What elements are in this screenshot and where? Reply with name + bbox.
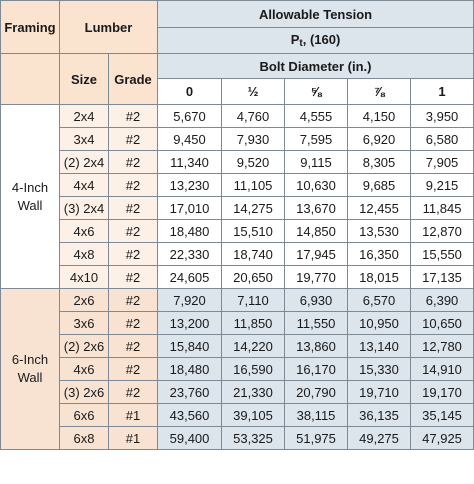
size-cell: (2) 2x6 (60, 335, 109, 358)
grade-cell: #2 (109, 289, 158, 312)
table-body (1, 105, 474, 450)
tension-value-cell: 4,760 (222, 105, 285, 128)
tension-value-cell: 38,115 (285, 404, 348, 427)
table-row (1, 427, 474, 450)
size-cell: (3) 2x6 (60, 381, 109, 404)
tension-value-cell: 4,555 (285, 105, 348, 128)
tension-value-cell: 23,760 (158, 381, 222, 404)
pt-header (158, 28, 474, 54)
size-cell: 4x10 (60, 266, 109, 289)
tension-value-cell: 19,770 (285, 266, 348, 289)
grade-cell: #2 (109, 381, 158, 404)
tension-value-cell: 9,685 (348, 174, 411, 197)
grade-cell: #2 (109, 312, 158, 335)
tension-value-cell: 17,945 (285, 243, 348, 266)
tension-value-cell: 12,455 (348, 197, 411, 220)
tension-value-cell: 11,550 (285, 312, 348, 335)
tension-value-cell: 49,275 (348, 427, 411, 450)
table-row (1, 105, 474, 128)
table-row (1, 335, 474, 358)
tension-value-cell: 43,560 (158, 404, 222, 427)
tension-value-cell: 51,975 (285, 427, 348, 450)
size-header: Size (60, 54, 109, 105)
table-row (1, 128, 474, 151)
table-row (1, 289, 474, 312)
tension-value-cell: 14,850 (285, 220, 348, 243)
lumber-header: Lumber (60, 1, 158, 54)
size-cell: 2x6 (60, 289, 109, 312)
grade-cell: #2 (109, 335, 158, 358)
tension-value-cell: 13,530 (348, 220, 411, 243)
grade-cell: #2 (109, 128, 158, 151)
tension-value-cell: 47,925 (411, 427, 474, 450)
tension-value-cell: 18,480 (158, 220, 222, 243)
framing-cell (1, 105, 60, 289)
tension-value-cell: 39,105 (222, 404, 285, 427)
tension-value-cell: 9,520 (222, 151, 285, 174)
diameter-header: 1 (411, 79, 474, 105)
tension-value-cell: 12,870 (411, 220, 474, 243)
size-cell: 3x4 (60, 128, 109, 151)
diameter-header: 0 (158, 79, 222, 105)
grade-cell: #2 (109, 105, 158, 128)
tension-value-cell: 9,215 (411, 174, 474, 197)
pt-subscript: t (299, 38, 303, 49)
table-row (1, 174, 474, 197)
table-row (1, 266, 474, 289)
tension-value-cell: 7,930 (222, 128, 285, 151)
grade-cell: #2 (109, 243, 158, 266)
framing-label-line1: 4-Inch (11, 179, 49, 195)
tension-value-cell: 6,930 (285, 289, 348, 312)
tension-value-cell: 13,230 (158, 174, 222, 197)
tension-value-cell: 10,650 (411, 312, 474, 335)
diameter-header: ½ (222, 79, 285, 105)
tension-value-cell: 16,350 (348, 243, 411, 266)
tension-value-cell: 18,015 (348, 266, 411, 289)
framing-cell (1, 289, 60, 450)
size-cell: 2x4 (60, 105, 109, 128)
size-cell: 6x8 (60, 427, 109, 450)
grade-header: Grade (109, 54, 158, 105)
tension-value-cell: 12,780 (411, 335, 474, 358)
table-row (1, 220, 474, 243)
tension-value-cell: 9,115 (285, 151, 348, 174)
tension-value-cell: 5,670 (158, 105, 222, 128)
diameter-header: ⅝ (285, 79, 348, 105)
tension-value-cell: 13,670 (285, 197, 348, 220)
tension-value-cell: 11,105 (222, 174, 285, 197)
tension-value-cell: 6,390 (411, 289, 474, 312)
size-cell: (3) 2x4 (60, 197, 109, 220)
table-row (1, 381, 474, 404)
tension-value-cell: 10,950 (348, 312, 411, 335)
tension-value-cell: 11,850 (222, 312, 285, 335)
tension-value-cell: 3,950 (411, 105, 474, 128)
tension-value-cell: 16,590 (222, 358, 285, 381)
pt-duration: , (160) (302, 32, 341, 47)
tension-value-cell: 10,630 (285, 174, 348, 197)
grade-cell: #2 (109, 266, 158, 289)
table-row (1, 197, 474, 220)
tension-value-cell: 13,860 (285, 335, 348, 358)
tension-value-cell: 19,710 (348, 381, 411, 404)
tension-value-cell: 8,305 (348, 151, 411, 174)
tension-value-cell: 15,510 (222, 220, 285, 243)
size-cell: (2) 2x4 (60, 151, 109, 174)
size-cell: 4x6 (60, 220, 109, 243)
grade-cell: #2 (109, 220, 158, 243)
tension-value-cell: 9,450 (158, 128, 222, 151)
tension-value-cell: 6,580 (411, 128, 474, 151)
tension-value-cell: 7,905 (411, 151, 474, 174)
tension-value-cell: 6,570 (348, 289, 411, 312)
tension-value-cell: 21,330 (222, 381, 285, 404)
tension-value-cell: 18,480 (158, 358, 222, 381)
tension-value-cell: 19,170 (411, 381, 474, 404)
grade-cell: #2 (109, 174, 158, 197)
tension-value-cell: 11,340 (158, 151, 222, 174)
tension-value-cell: 18,740 (222, 243, 285, 266)
tension-value-cell: 7,595 (285, 128, 348, 151)
table-row (1, 312, 474, 335)
tension-value-cell: 22,330 (158, 243, 222, 266)
tension-value-cell: 14,220 (222, 335, 285, 358)
size-cell: 4x6 (60, 358, 109, 381)
tension-value-cell: 14,910 (411, 358, 474, 381)
grade-cell: #2 (109, 151, 158, 174)
tension-value-cell: 17,135 (411, 266, 474, 289)
tension-value-cell: 13,200 (158, 312, 222, 335)
size-cell: 6x6 (60, 404, 109, 427)
grade-cell: #1 (109, 427, 158, 450)
framing-label-line2: Wall (17, 370, 43, 385)
tension-value-cell: 11,845 (411, 197, 474, 220)
grade-cell: #2 (109, 358, 158, 381)
size-cell: 3x6 (60, 312, 109, 335)
tension-value-cell: 15,840 (158, 335, 222, 358)
tension-value-cell: 53,325 (222, 427, 285, 450)
tension-value-cell: 7,920 (158, 289, 222, 312)
size-cell: 4x4 (60, 174, 109, 197)
tension-value-cell: 24,605 (158, 266, 222, 289)
tension-value-cell: 20,790 (285, 381, 348, 404)
tension-value-cell: 17,010 (158, 197, 222, 220)
table-row (1, 151, 474, 174)
tension-value-cell: 7,110 (222, 289, 285, 312)
grade-cell: #1 (109, 404, 158, 427)
tension-value-cell: 59,400 (158, 427, 222, 450)
table-row (1, 404, 474, 427)
tension-value-cell: 14,275 (222, 197, 285, 220)
tension-value-cell: 13,140 (348, 335, 411, 358)
tension-value-cell: 15,330 (348, 358, 411, 381)
framing-label-line2: Wall (17, 197, 43, 213)
framing-header-filler (1, 54, 60, 105)
grade-cell: #2 (109, 197, 158, 220)
tension-value-cell: 15,550 (411, 243, 474, 266)
table-row (1, 358, 474, 381)
tension-value-cell: 20,650 (222, 266, 285, 289)
size-cell: 4x8 (60, 243, 109, 266)
diameter-header: ⅞ (348, 79, 411, 105)
tension-value-cell: 35,145 (411, 404, 474, 427)
framing-label-line1: 6-Inch (11, 352, 49, 367)
table-row (1, 243, 474, 266)
tension-value-cell: 16,170 (285, 358, 348, 381)
tension-value-cell: 36,135 (348, 404, 411, 427)
bolt-diameter-header: Bolt Diameter (in.) (158, 54, 474, 79)
pt-symbol: P (290, 32, 300, 47)
allowable-tension-header: Allowable Tension (158, 1, 474, 28)
tension-value-cell: 6,920 (348, 128, 411, 151)
framing-header: Framing (1, 1, 60, 54)
tension-value-cell: 4,150 (348, 105, 411, 128)
